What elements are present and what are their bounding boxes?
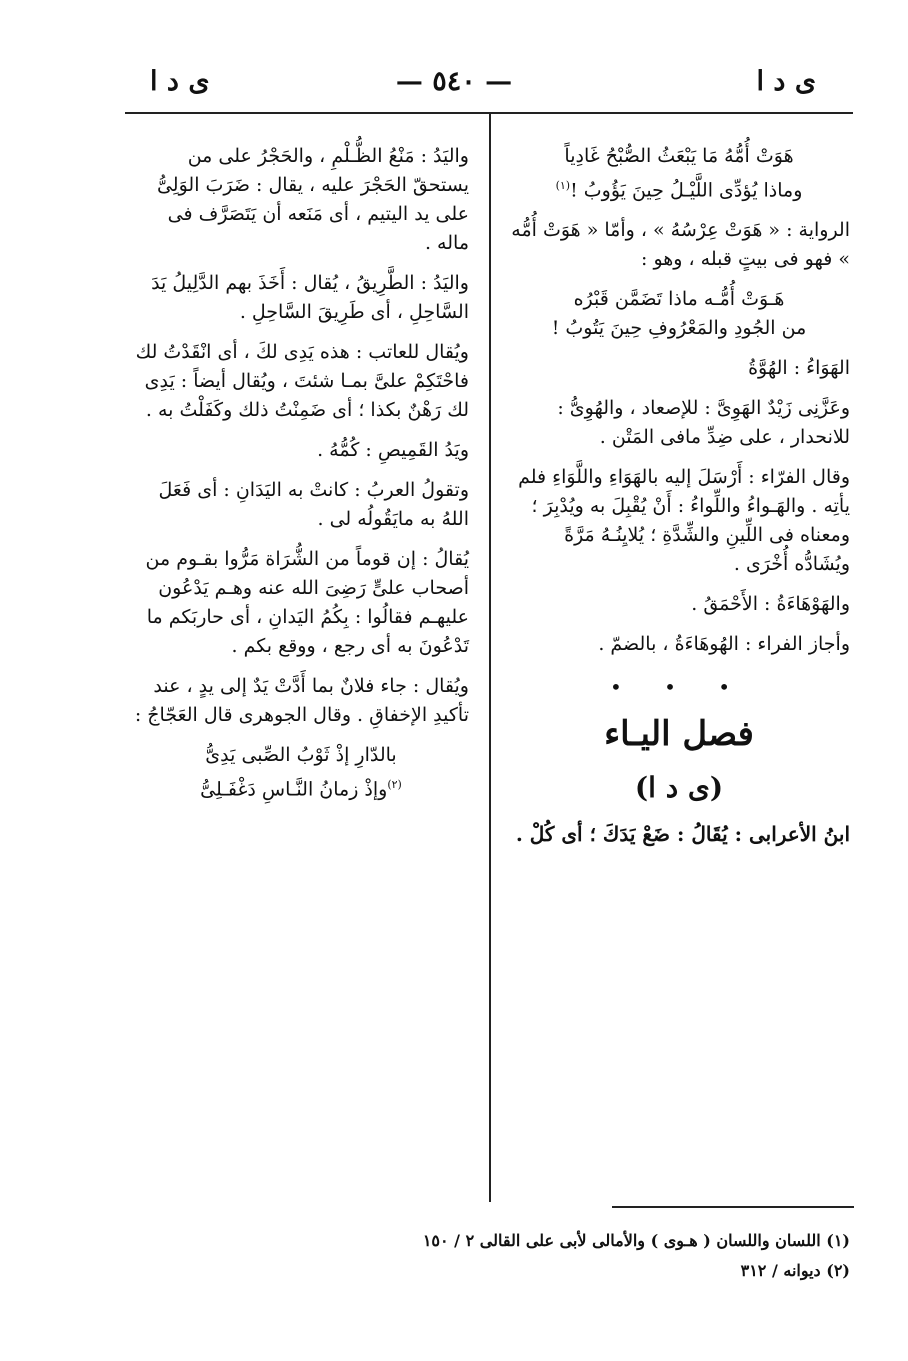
- footnote: (١) اللسان واللسان ( هـوى ) والأمالى لأبى على القالى ٢ / ١٥٠: [422, 1231, 850, 1250]
- paragraph: واليَدُ : الطَّرِيقُ ، يُقال : أَخَذَ بهم الدَّلِيلُ يَدَ السَّاحِلِ ، أى طَرِيقَ السَّاحِلِ .: [151, 272, 469, 323]
- paragraph: واليَدُ : مَنْعُ الظُّـلْمِ ، والحَجْرُ على من يستحقّ الحَجْرَ عليه ، يقال : ضَرَبَ الوَلِىُّ على يد اليتيم ، أى مَنَعه أن يَتَصَرَّف فى ماله .: [156, 145, 469, 254]
- verse-block: [133, 741, 469, 804]
- paragraph: ويَدُ القَمِيصِ : كُمُّهُ .: [317, 439, 469, 461]
- verse-line-text: وإذْ زمانُ النَّـاسِ دَغْفَـلِىُّ: [200, 778, 388, 801]
- section-title: فصل اليـاء: [604, 714, 754, 755]
- footnote-rule: [612, 1206, 854, 1208]
- verse-line: بالدّارِ إذْ ثَوْبُ الصِّبى يَدِىُّ: [205, 744, 397, 766]
- verse-block: [508, 285, 850, 343]
- running-head-left: ى د ا: [150, 66, 210, 97]
- verse-line: هَـوَتْ أُمُّـه ماذا تَضَمَّن قَبْرُه: [573, 288, 785, 311]
- verse-line: من الجُودِ والمَعْرُوفِ حِينَ يَتُوبُ !: [551, 317, 807, 340]
- paragraph: وعَزَّنِى زَيْدٌ الهَوِىَّ : للإصعاد ، والهُوِىُّ : للانحدار ، على ضِدِّ مافى المَتْن .: [557, 397, 850, 449]
- footnotes: [330, 1226, 850, 1286]
- paragraph: الرواية : « هَوَتْ عِرْسُهُ » ، وأمّا « هَوَتْ أُمُّه » فهو فى بيتٍ قبله ، وهو :: [511, 219, 850, 271]
- verse-block: [508, 142, 850, 205]
- page-number: — ٥٤٠ —: [395, 66, 513, 97]
- verse-line: [133, 770, 469, 804]
- paragraph: يُقالُ : إن قوماً من الشُّرَاة مَرُّوا بقـوم من أصحاب علىٍّ رَضِىَ الله عنه وهـم يَدْعُون عليهـم فقالُوا : بِكُمُ اليَدانِ ، أى حاربَكم ما تَدْعُونَ به أى رجع ، ووقع بكم .: [145, 548, 469, 657]
- section-separator: • • •: [609, 675, 749, 700]
- verse-line: [508, 171, 850, 205]
- paragraph: ويُقال : جاء فلانٌ بما أَدَّتْ يَدٌ إلى يدٍ ، عند تأكيدِ الإخفاقِ . وقال الجوهرى قال العَجّاجُ :: [134, 675, 469, 726]
- left-column: [133, 142, 469, 815]
- footnote: (٢) ديوانه / ٣١٢: [740, 1261, 850, 1280]
- verse-line: هَوَتْ أُمُّهُ مَا يَبْعَثُ الصُّبْحُ غَادِياً: [564, 145, 794, 167]
- right-column: [508, 142, 850, 860]
- footnote-marker: (١): [555, 179, 571, 192]
- paragraph: ابنُ الأعرابى : يُقَالُ : ضَعْ يَدَكَ ؛ أى كُلْ .: [515, 822, 850, 847]
- footnote-marker: (٢): [387, 778, 402, 791]
- verse-line-text: وماذا يُؤدِّى اللَّيْـلُ حِينَ يَؤُوبُ !: [570, 179, 803, 202]
- running-head-right: ى د ا: [756, 66, 816, 97]
- paragraph: والهَوْهَاءَةُ : الأَحْمَقُ .: [691, 593, 850, 616]
- paragraph: وأجاز الفراء : الهُوهَاءَةُ ، بالضمّ .: [598, 633, 850, 656]
- paragraph: الهَوَاءُ : الهُوَّةُ: [748, 357, 850, 380]
- paragraph: وتقولُ العربُ : كانتْ به اليَدَانِ : أى فَعَلَ اللهُ به مايَقُولُه لى .: [158, 479, 469, 530]
- paragraph: ويُقال للعاتب : هذه يَدِى لكَ ، أى انْقَدْتُ لك فاحْتَكِمْ علىَّ بمـا شئتَ ، ويُقال أيضاً : يَدِى لك رَهْنٌ بكذا ؛ أى ضَمِنْتُ ذلك وكَفَلْتُ به .: [135, 341, 469, 421]
- paragraph: وقال الفرّاء : أَرْسَلَ إليه بالهَوَاءِ واللَّوَاءِ فلم يأتِه . والهَـواءُ واللِّواءُ : أَنْ يُقْبِلَ به ويُدْبِرَ ؛ ومعناه فى اللِّينِ والشِّدَّةِ ؛ يُلايِنُـهُ مَرَّةً ويُشَادُّه أُخْرَى .: [518, 466, 850, 576]
- entry-heading: (ى د ا): [634, 771, 724, 805]
- column-divider: [489, 114, 491, 1202]
